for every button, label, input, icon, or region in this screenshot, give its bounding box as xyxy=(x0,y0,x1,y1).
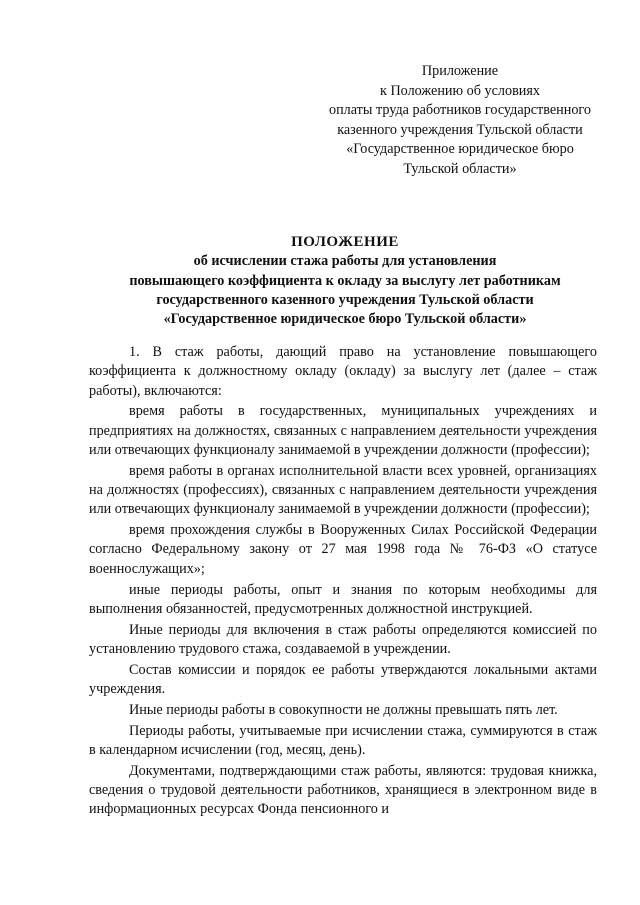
body-paragraph: иные периоды работы, опыт и знания по которым необходимы для выполнения обязанностей, предусмотренных должностной инструкцией. xyxy=(89,581,597,617)
appendix-line: к Положению об условиях xyxy=(380,82,540,99)
body-paragraph: Иные периоды для включения в стаж работы определяются комиссией по установлению трудового стажа, создаваемой в учреждении. xyxy=(89,621,597,657)
body-paragraph: Иные периоды работы в совокупности не должны превышать пять лет. xyxy=(129,701,558,718)
body-paragraph: Документами, подтверждающими стаж работы, являются: трудовая книжка, сведения о трудовой деятельности работников, хранящиеся в электронном виде в информационных ресурсах Фонда пенсионного и xyxy=(89,762,597,818)
title-subtitle-line: повышающего коэффициента к окладу за выслугу лет работникам xyxy=(129,272,561,289)
document-title xyxy=(60,233,630,329)
body-paragraph: время прохождения службы в Вооруженных Силах Российской Федерации согласно Федеральному закону от 27 мая 1998 года № 76-ФЗ «О статусе военнослужащих»; xyxy=(89,522,597,577)
appendix-line: казенного учреждения Тульской области xyxy=(337,121,583,138)
document-body xyxy=(89,343,597,821)
appendix-line: Тульской области» xyxy=(403,160,517,177)
body-paragraph: время работы в государственных, муниципальных учреждениях и предприятиях на должностях, связанных с направлением деятельности учреждения или отвечающих функционалу занимаемой в учреждении должности (профессии); xyxy=(89,403,597,458)
title-heading: ПОЛОЖЕНИЕ xyxy=(291,234,399,250)
title-subtitle-line: об исчислении стажа работы для установления xyxy=(193,253,497,270)
body-paragraph: Состав комиссии и порядок ее работы утверждаются локальными актами учреждения. xyxy=(89,661,597,698)
appendix-line: Приложение xyxy=(421,63,499,79)
body-paragraph: Периоды работы, учитываемые при исчислении стажа, суммируются в стаж в календарном исчислении (год, месяц, день). xyxy=(89,722,597,758)
appendix-header xyxy=(300,62,620,180)
title-subtitle-line: государственного казенного учреждения Тульской области xyxy=(156,291,534,308)
title-subtitle-line: «Государственное юридическое бюро Тульской области» xyxy=(163,311,527,328)
appendix-line: «Государственное юридическое бюро xyxy=(346,141,574,158)
appendix-line: оплаты труда работников государственного xyxy=(328,102,591,119)
body-paragraph: время работы в органах исполнительной власти всех уровней, организациях на должностях (профессиях), связанных с направлением деятельности учреждения или отвечающих функционалу занимаемой в учреждении должности (профессии); xyxy=(89,462,597,518)
body-paragraph: 1. В стаж работы, дающий право на установление повышающего коэффициента к должностному окладу (окладу) за выслугу лет (далее – стаж работы), включаются: xyxy=(89,344,597,399)
